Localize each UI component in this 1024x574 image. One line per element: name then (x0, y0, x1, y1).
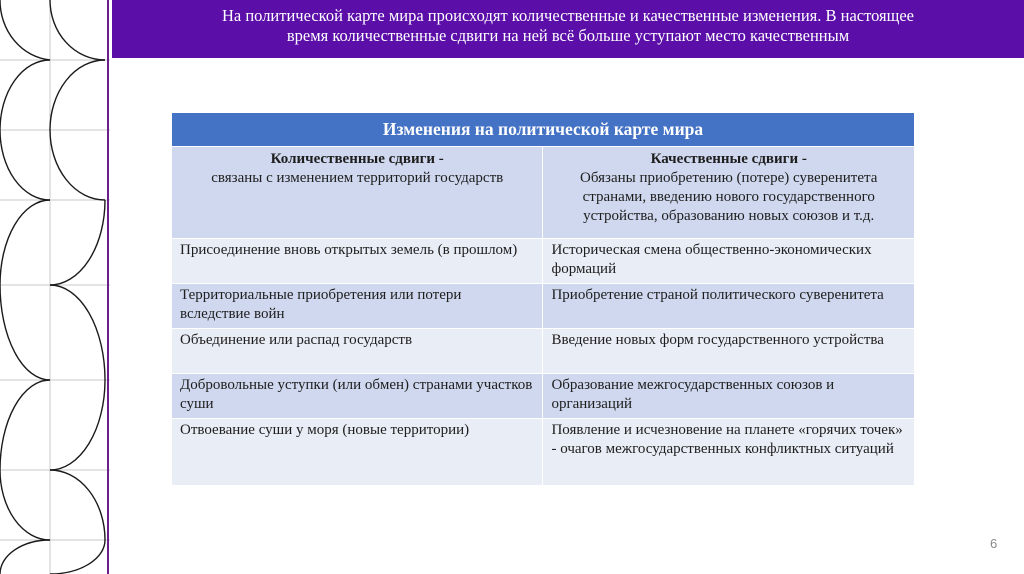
header-qualitative (543, 147, 915, 239)
table-row (172, 329, 915, 374)
header-qualitative-title: Качественные сдвиги - (650, 151, 807, 167)
table-cell-right: Введение новых форм государственного устройства (543, 329, 915, 374)
table-cell-right: Появление и исчезновение на планете «горячих точек» - очагов межгосударственных конфликтных ситуаций (543, 419, 915, 486)
table-cell-left: Объединение или распад государств (172, 329, 543, 374)
table-cell-right: Образование межгосударственных союзов и организаций (543, 374, 915, 419)
page-number: 6 (990, 536, 998, 551)
changes-table (171, 112, 915, 486)
table-cell-right: Историческая смена общественно-экономических формаций (543, 239, 915, 284)
table-cell-left: Присоединение вновь открытых земель (в прошлом) (172, 239, 543, 284)
header-quantitative-text: связаны с изменением территорий государств (211, 170, 504, 186)
table-row (172, 374, 915, 419)
table-row (172, 284, 915, 329)
header-banner (112, 0, 1024, 58)
banner-line-2: время количественные сдвиги на ней всё больше уступают место качественным (286, 26, 850, 45)
table-row (172, 419, 915, 486)
table-row (172, 239, 915, 284)
header-quantitative (172, 147, 543, 239)
table-cell-left: Отвоевание суши у моря (новые территории) (172, 419, 543, 486)
table-cell-left: Территориальные приобретения или потери вследствие войн (172, 284, 543, 329)
table-cell-right: Приобретение страной политического суверенитета (543, 284, 915, 329)
table-cell-left: Добровольные уступки (или обмен) странами участков суши (172, 374, 543, 419)
decorative-arc-pattern (0, 0, 110, 574)
header-quantitative-title: Количественные сдвиги - (270, 151, 444, 167)
banner-line-1: На политической карте мира происходят количественные и качественные изменения. В настоящее (221, 6, 915, 25)
divider-line (107, 0, 109, 574)
header-qualitative-text: Обязаны приобретению (потере) суверенитета странами, введению нового государственного устройства, образованию новых союзов и т.д. (580, 170, 878, 224)
table-title: Изменения на политической карте мира (172, 113, 915, 147)
